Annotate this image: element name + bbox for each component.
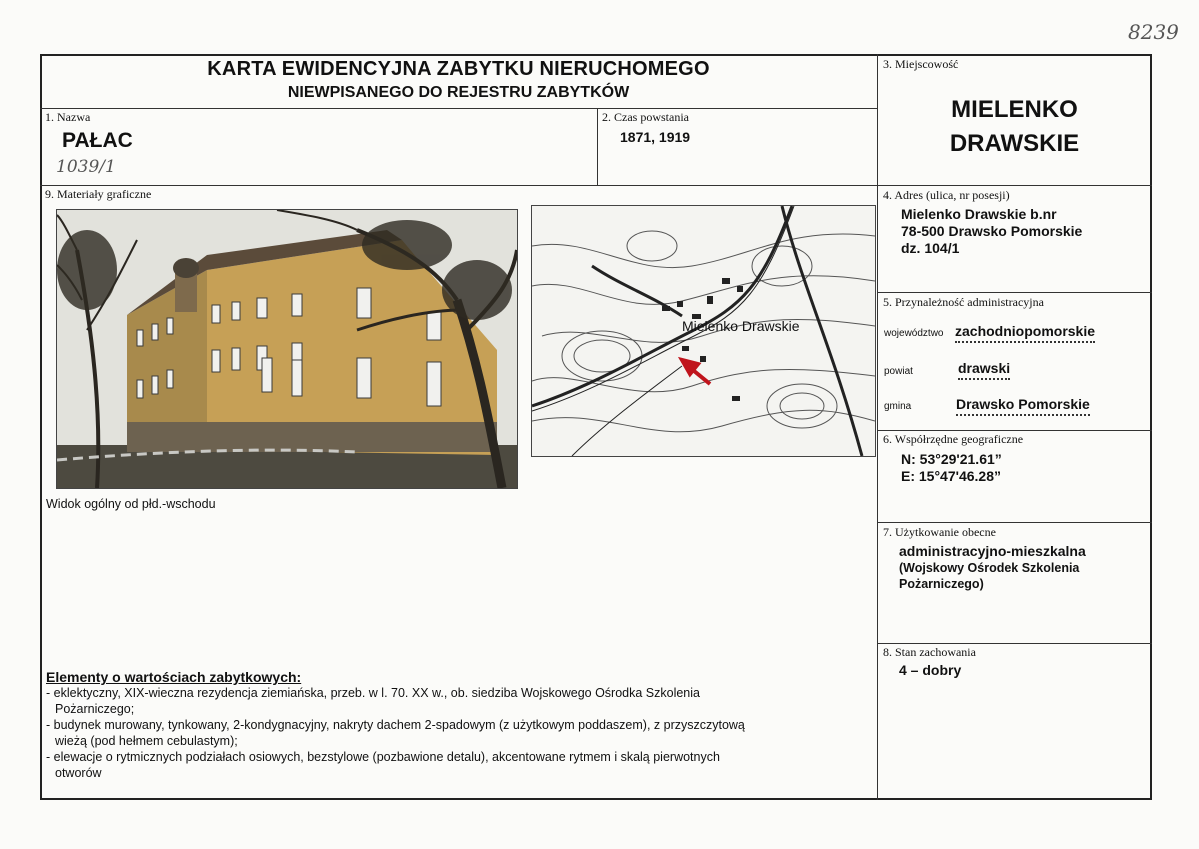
current-use-line2: (Wojskowy Ośrodek Szkolenia (899, 561, 1080, 575)
photo-caption: Widok ogólny od płd.-wschodu (46, 497, 216, 511)
condition-label: 8. Stan zachowania (883, 645, 976, 659)
heritage-item: - budynek murowany, tynkowany, 2-kondygnacyjny, nakryty dachem 2-spadowym (z użytkowym poddaszem), z przyszczytową (46, 718, 745, 732)
coordinates-value (901, 451, 1002, 485)
handwritten-reference: 1039/1 (56, 157, 116, 177)
coordinate-north: N: 53°29'21.61” (901, 451, 1002, 467)
current-use-line1: administracyjno-mieszkalna (899, 543, 1086, 559)
current-use-value (899, 543, 1086, 592)
card-title: KARTA EWIDENCYJNA ZABYTKU NIERUCHOMEGO (207, 58, 710, 80)
date-value: 1871, 1919 (620, 129, 691, 145)
current-use-line3: Pożarniczego) (899, 577, 984, 591)
archive-number: 8239 (1128, 20, 1179, 44)
palace-photo (56, 209, 518, 489)
name-label: 1. Nazwa (45, 110, 91, 124)
divider-address (877, 292, 1152, 293)
location-map-image (532, 206, 875, 456)
locality-value (877, 93, 1152, 161)
administration-label: 5. Przynależność administracyjna (883, 295, 1044, 309)
palace-photo-image (57, 210, 517, 488)
location-map (531, 205, 876, 457)
date-label: 2. Czas powstania (602, 110, 689, 124)
heritage-item: - elewacje o rytmicznych podziałach osiowych, bezstylowe (pozbawione detalu), akcentowane rytmem i skalą pierwotnych (46, 750, 720, 764)
address-line3: dz. 104/1 (901, 240, 960, 256)
commune-value: Drawsko Pomorskie (956, 396, 1090, 416)
divider-title (40, 108, 877, 109)
locality-line2: DRAWSKIE (949, 130, 1080, 157)
divider-admin (877, 430, 1152, 431)
divider-name-date (597, 108, 598, 185)
card-subtitle: NIEWPISANEGO DO REJESTRU ZABYTKÓW (287, 84, 630, 101)
county-value: drawski (958, 360, 1010, 380)
address-value (901, 206, 1082, 257)
coordinates-label: 6. Współrzędne geograficzne (883, 432, 1024, 446)
condition-value: 4 – dobry (899, 662, 962, 678)
commune-label: gmina (884, 401, 912, 412)
heritage-item: otworów (55, 766, 102, 780)
heritage-list (46, 685, 866, 781)
divider-use (877, 643, 1152, 644)
heritage-item: Pożarniczego; (55, 702, 135, 716)
voivodeship-value: zachodniopomorskie (955, 323, 1095, 343)
divider-right-column (877, 54, 878, 800)
divider-coords (877, 522, 1152, 523)
divider-top-section (40, 185, 1152, 186)
voivodeship-label: województwo (884, 328, 944, 339)
address-line1: Mielenko Drawskie b.nr (901, 206, 1057, 222)
heritage-item: - eklektyczny, XIX-wieczna rezydencja ziemiańska, przeb. w l. 70. XX w., ob. siedziba Wojskowego Ośrodka Szkolenia (46, 686, 700, 700)
name-value: PAŁAC (62, 129, 133, 152)
map-place-label: Mielenko Drawskie (682, 318, 800, 334)
current-use-label: 7. Użytkowanie obecne (883, 525, 996, 539)
graphics-label: 9. Materiały graficzne (45, 187, 152, 201)
locality-label: 3. Miejscowość (883, 57, 959, 71)
heritage-item: wieżą (pod hełmem cebulastym); (55, 734, 238, 748)
address-line2: 78-500 Drawsko Pomorskie (901, 223, 1083, 239)
county-label: powiat (884, 366, 913, 377)
coordinate-east: E: 15°47'46.28” (901, 468, 1001, 484)
address-label: 4. Adres (ulica, nr posesji) (883, 188, 1010, 202)
locality-line1: MIELENKO (951, 96, 1078, 123)
heritage-heading: Elementy o wartościach zabytkowych: (46, 669, 302, 685)
